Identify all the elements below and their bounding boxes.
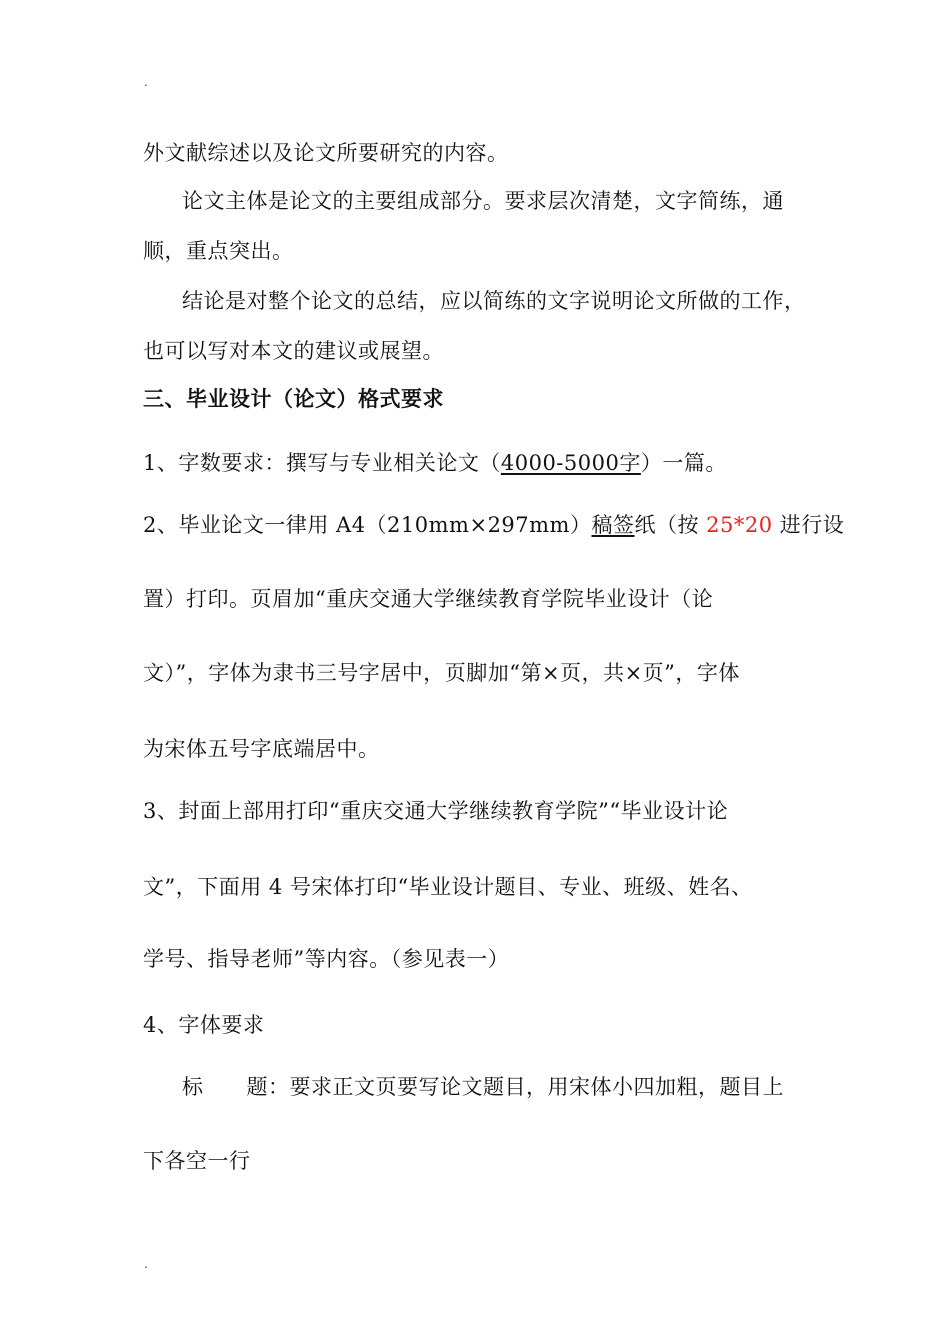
header-mark: .: [144, 75, 148, 89]
paragraph-text: 结论是对整个论文的总结，应以简练的文字说明论文所做的工作，: [182, 289, 806, 313]
item-1: [143, 450, 727, 476]
item-3-line-1: 3、封面上部用打印“重庆交通大学继续教育学院”“毕业设计论: [143, 799, 729, 823]
item-1-suffix: ）一篇。: [640, 451, 727, 475]
item-4-title-requirement: 标 题：要求正文页要写论文题目，用宋体小四加粗，题目上: [182, 1075, 784, 1099]
paragraph-text: 外文献综述以及论文所要研究的内容。: [143, 141, 509, 165]
item-2-line-3: 文）”，字体为隶书三号字居中，页脚加“第×页，共×页”，字体: [143, 661, 740, 685]
item-1-prefix: 1、字数要求：撰写与专业相关论文（: [143, 451, 501, 475]
item-2-line-1: [143, 512, 844, 538]
item-2-line-2: 置）打印。页眉加“重庆交通大学继续教育学院毕业设计（论: [143, 587, 714, 611]
item-1-word-count: 4000-5000字: [500, 451, 641, 475]
paragraph-text: 也可以写对本文的建议或展望。: [143, 339, 444, 363]
item-2-grid-spec: 25*20: [706, 513, 773, 537]
item-2-underlined: 稿签: [591, 513, 635, 537]
item-2-line-4: 为宋体五号字底端居中。: [143, 737, 380, 761]
item-2-mid: 纸（按: [634, 513, 707, 537]
item-4-title: 4、字体要求: [143, 1013, 265, 1037]
item-3-line-3: 学号、指导老师”等内容。（参见表一）: [143, 947, 510, 971]
item-2-prefix: 2、毕业论文一律用 A4（210mm×297mm）: [143, 513, 592, 537]
paragraph-text: 论文主体是论文的主要组成部分。要求层次清楚，文字简练，通: [182, 189, 784, 213]
item-3-line-2: 文”，下面用 4 号宋体打印“毕业设计题目、专业、班级、姓名、: [143, 875, 753, 899]
section-heading: 三、毕业设计（论文）格式要求: [143, 386, 444, 411]
item-4-title-requirement-cont: 下各空一行: [143, 1149, 251, 1173]
footer-mark: .: [144, 1257, 148, 1271]
item-2-suffix: 进行设: [772, 513, 845, 537]
paragraph-text: 顺，重点突出。: [143, 239, 294, 263]
